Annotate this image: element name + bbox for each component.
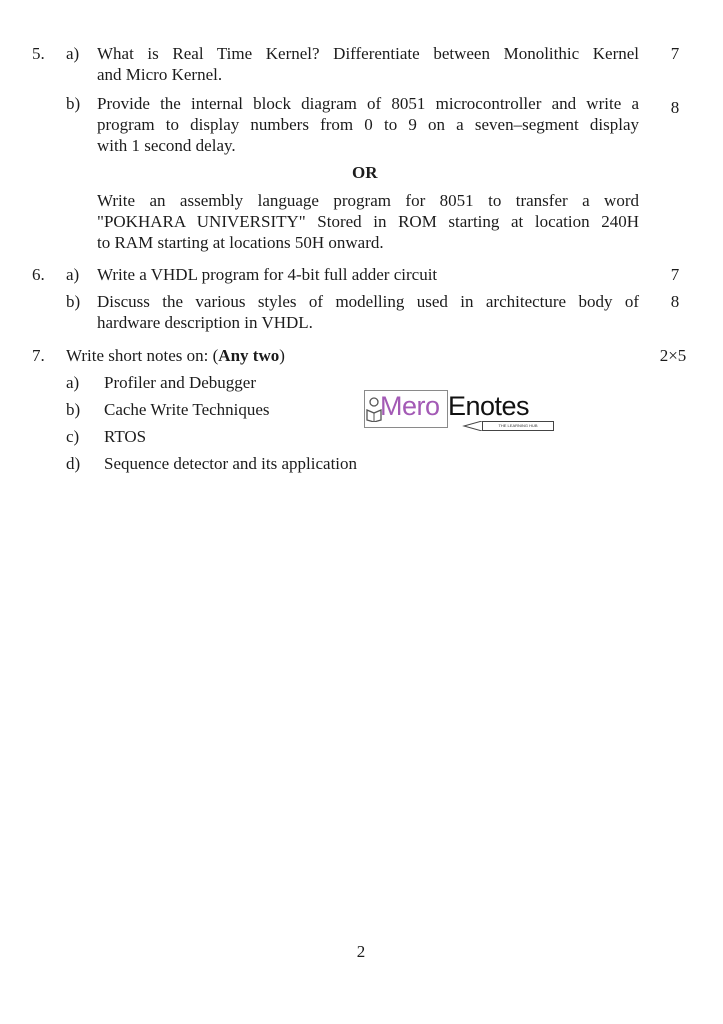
prompt-emphasis: Any two — [218, 346, 280, 365]
item-text: RTOS — [104, 427, 147, 446]
question-text: What is Real Time Kernel? Differentiate between Monolithic Kernel — [97, 44, 639, 63]
question-text: program to display numbers from 0 to 9 on a seven–segment display — [97, 115, 639, 134]
question-number: 7. — [32, 346, 45, 365]
part-label: a) — [66, 44, 80, 63]
page-number: 2 — [356, 942, 366, 961]
question-text: with 1 second delay. — [97, 136, 236, 155]
prompt-text: Write short notes on: ( — [66, 346, 219, 365]
item-text: Sequence detector and its application — [104, 454, 358, 473]
item-text: Cache Write Techniques — [104, 400, 270, 419]
logo-text-mero: Mero — [380, 391, 440, 421]
question-text: Write an assembly language program for 8051 to transfer a word — [97, 191, 639, 210]
marks: 7 — [670, 265, 680, 284]
item-label: d) — [66, 454, 81, 473]
question-text: to RAM starting at locations 50H onward. — [97, 233, 384, 252]
question-text: hardware description in VHDL. — [97, 313, 313, 332]
pencil-tip-icon — [462, 421, 482, 431]
marks: 8 — [670, 98, 680, 117]
item-label: c) — [66, 427, 80, 446]
item-text: Profiler and Debugger — [104, 373, 257, 392]
part-label: b) — [66, 94, 81, 113]
prompt-text-end: ) — [279, 346, 285, 365]
logo-tagline: THE LEARNING HUB — [482, 421, 554, 431]
question-text: Discuss the various styles of modelling used in architecture body of — [97, 292, 639, 311]
marks: 8 — [670, 292, 680, 311]
question-prompt — [66, 346, 285, 366]
question-number: 5. — [32, 44, 45, 63]
logo-text-enotes: Enotes — [448, 391, 530, 421]
marks: 2×5 — [659, 346, 687, 365]
part-label: b) — [66, 292, 81, 311]
item-label: b) — [66, 400, 81, 419]
part-label: a) — [66, 265, 80, 284]
watermark-logo — [364, 388, 559, 434]
item-label: a) — [66, 373, 80, 392]
question-text: and Micro Kernel. — [97, 65, 223, 84]
marks: 7 — [670, 44, 680, 63]
question-text: Provide the internal block diagram of 8051 microcontroller and write a — [97, 94, 639, 113]
question-number: 6. — [32, 265, 45, 284]
or-divider: OR — [352, 163, 378, 182]
question-text: "POKHARA UNIVERSITY" Stored in ROM starting at location 240H — [97, 212, 639, 231]
question-text: Write a VHDL program for 4-bit full adder circuit — [97, 265, 438, 284]
